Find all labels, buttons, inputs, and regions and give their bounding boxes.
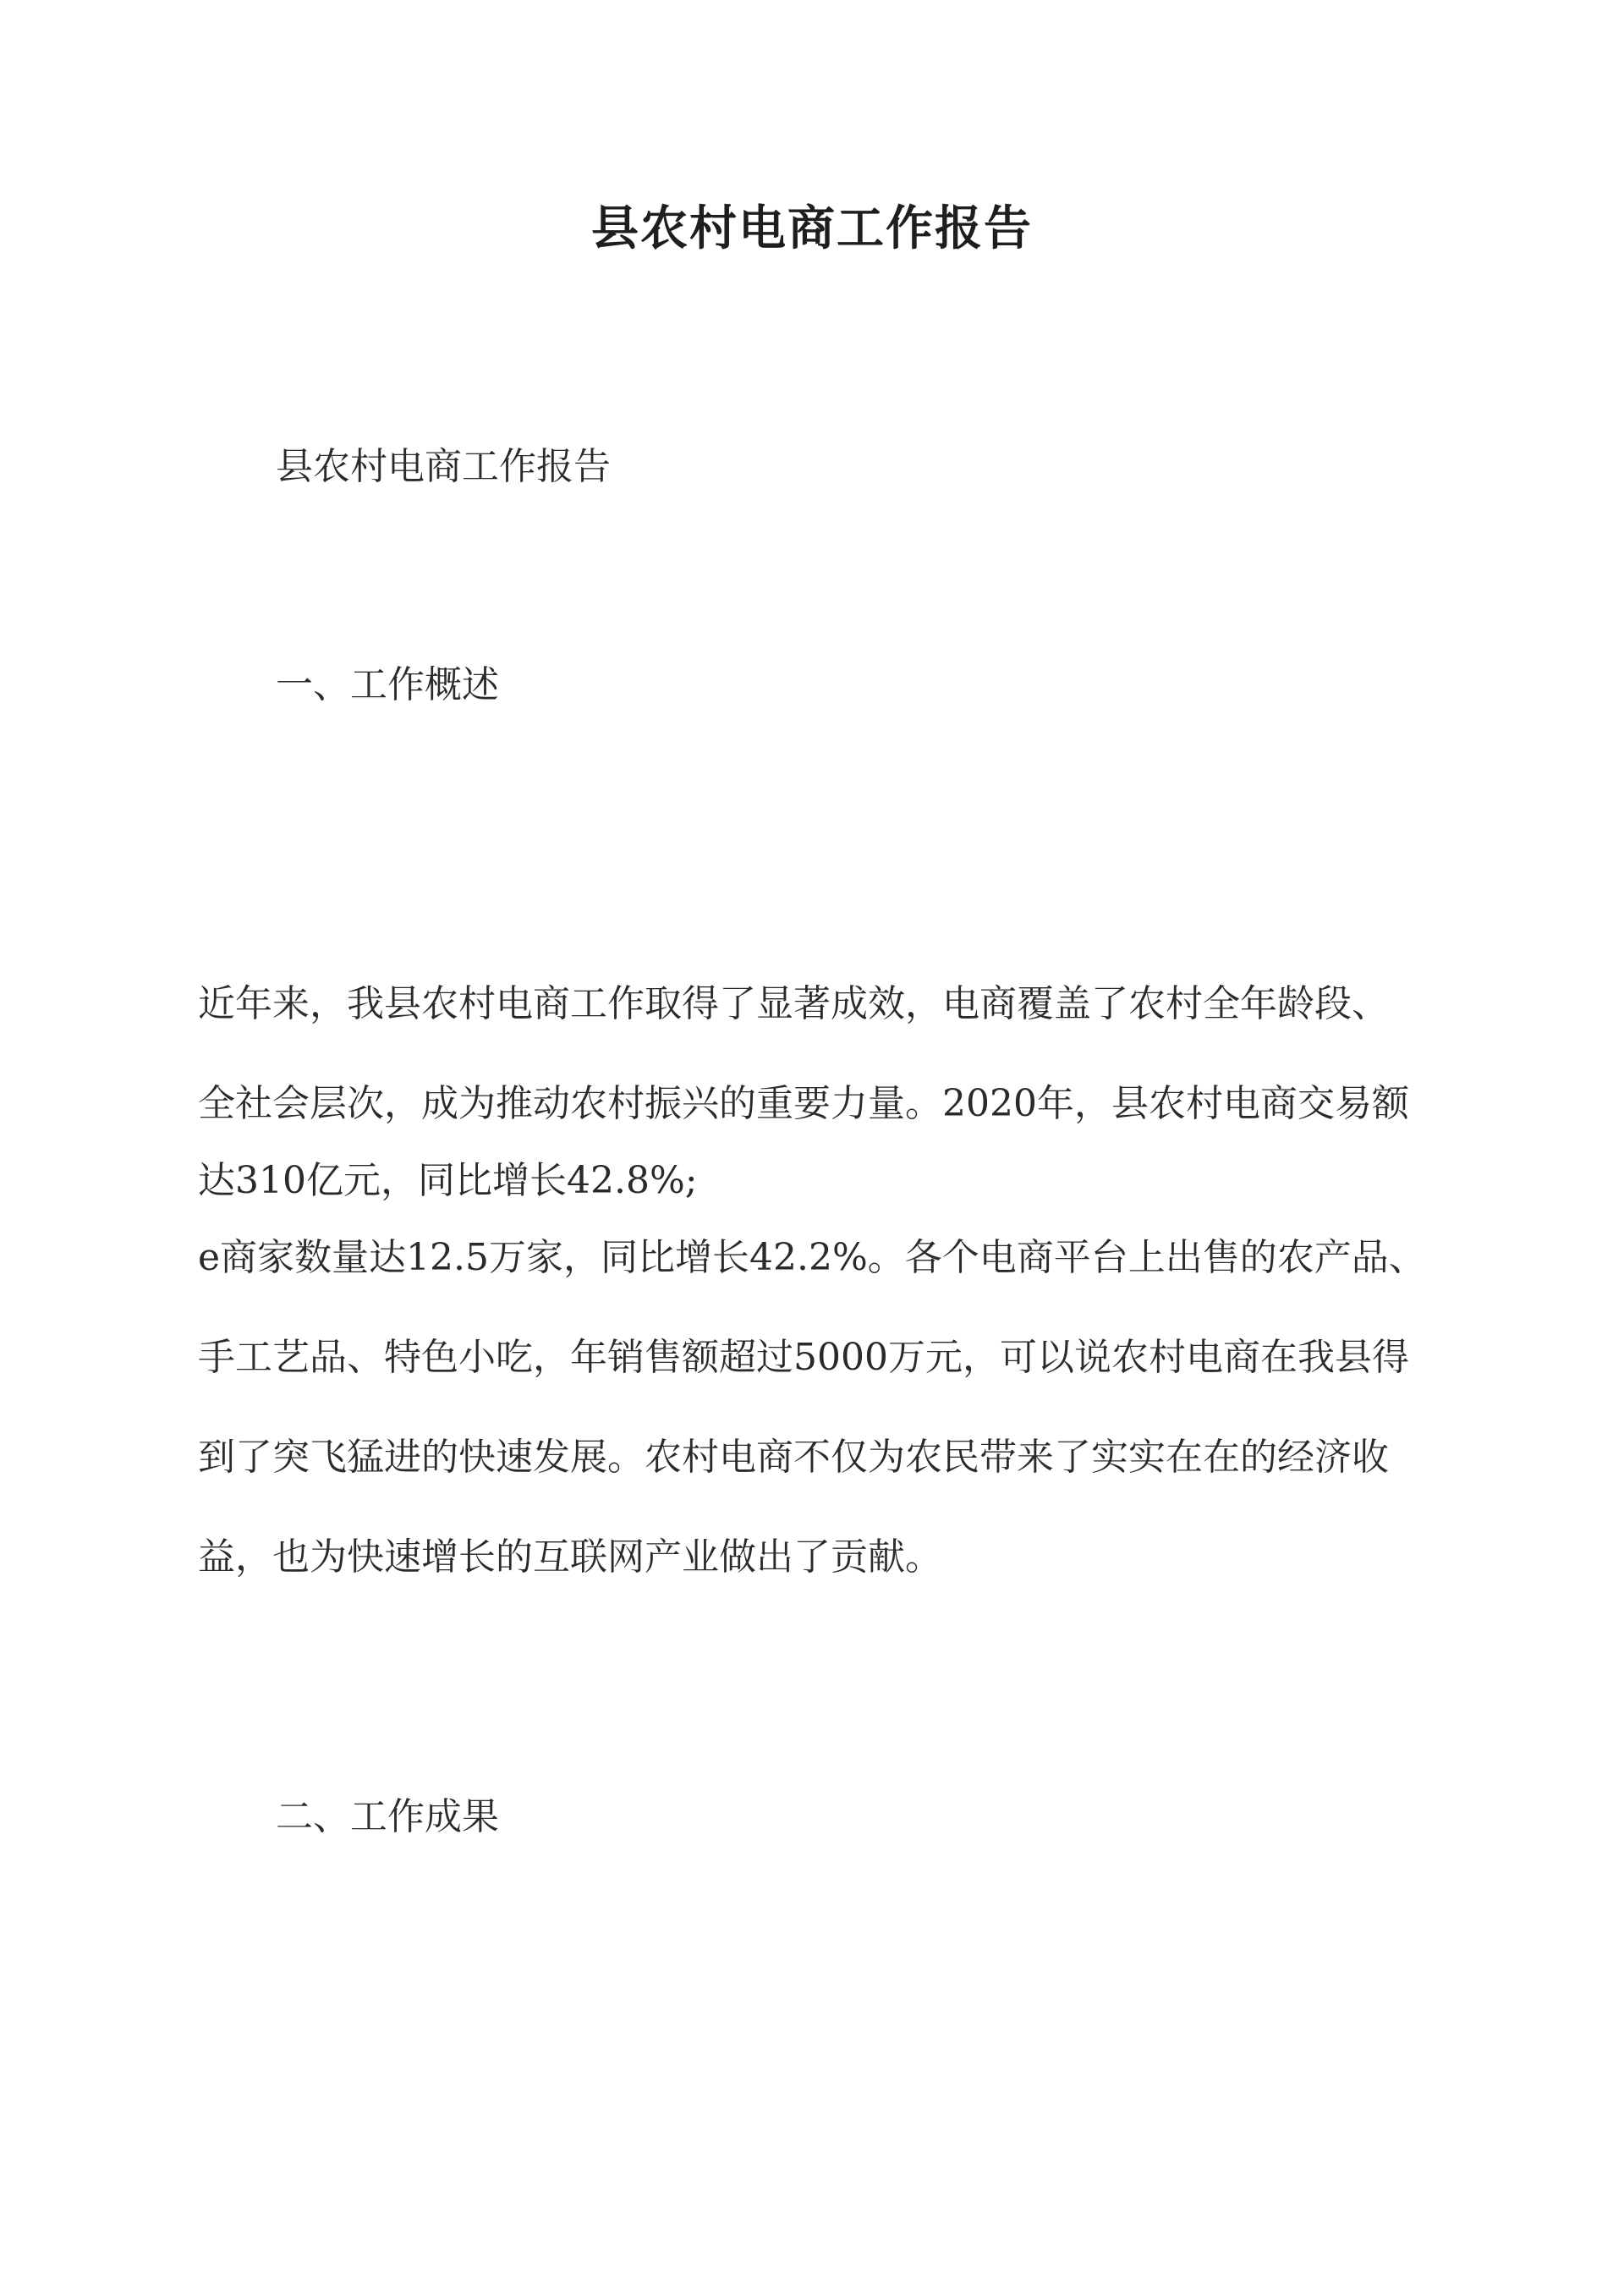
document-subtitle: 县农村电商工作报告 — [276, 445, 611, 488]
paragraph-line: 益，也为快速增长的互联网产业做出了贡献。 — [198, 1535, 942, 1579]
document-title: 县农村电商工作报告 — [591, 200, 1033, 256]
paragraph-line: 到了突飞猛进的快速发展。农村电商不仅为农民带来了实实在在的经济收 — [198, 1436, 1389, 1479]
paragraph-line: 近年来，我县农村电商工作取得了显著成效，电商覆盖了农村全年龄段、 — [198, 982, 1389, 1025]
paragraph-line: 达310亿元，同比增长42.8%; — [198, 1159, 698, 1202]
paragraph-line: 全社会层次，成为推动农村振兴的重要力量。2020年，县农村电商交易额 — [198, 1082, 1409, 1125]
section-heading-overview: 一、工作概述 — [276, 663, 499, 706]
paragraph-line: 手工艺品、特色小吃，年销售额超过5000万元，可以说农村电商在我县得 — [198, 1336, 1409, 1379]
overview-paragraph — [198, 954, 1433, 1607]
paragraph-line: e商家数量达12.5万家，同比增长42.2%。各个电商平台上出售的农产品、 — [198, 1236, 1426, 1279]
section-heading-results: 二、工作成果 — [276, 1795, 499, 1838]
